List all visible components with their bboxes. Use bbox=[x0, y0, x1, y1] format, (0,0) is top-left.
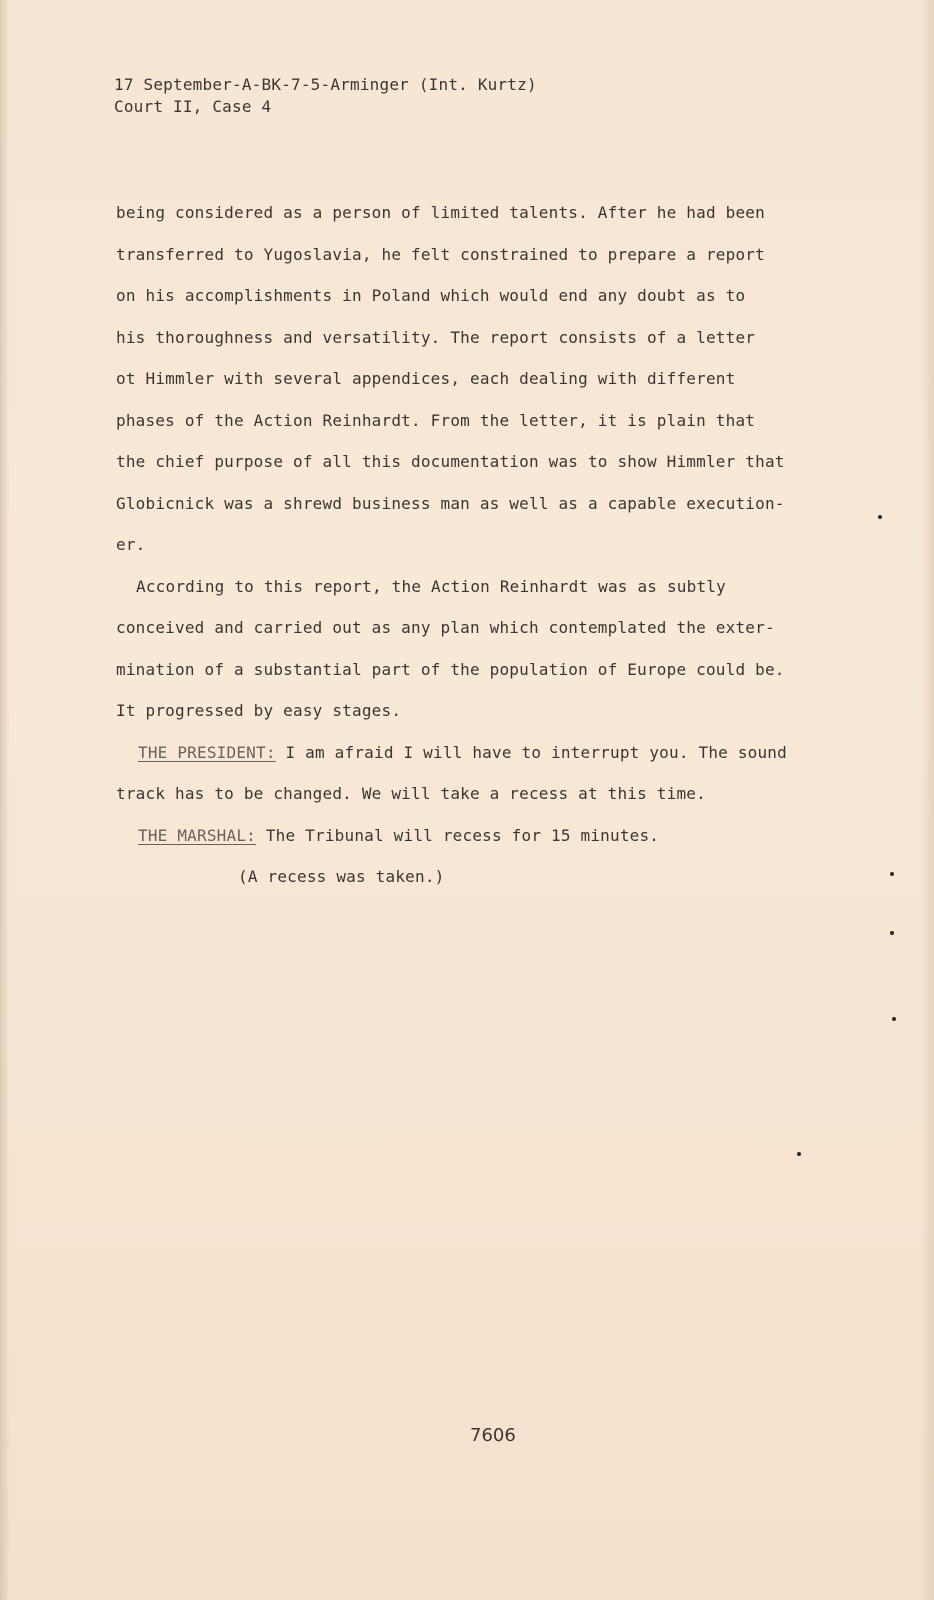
transcript-body bbox=[116, 192, 836, 898]
speck-3 bbox=[890, 931, 894, 935]
body-line: mination of a substantial part of the population of Europe could be. bbox=[116, 659, 785, 679]
body-line: er. bbox=[116, 535, 146, 554]
body-line: conceived and carried out as any plan which contemplated the exter- bbox=[116, 618, 775, 637]
speaker-president: THE PRESIDENT: bbox=[138, 742, 276, 762]
body-line: transferred to Yugoslavia, he felt constrained to prepare a report bbox=[116, 244, 765, 264]
president-statement bbox=[116, 732, 836, 774]
speck-4 bbox=[892, 1017, 896, 1021]
page-number: 7606 bbox=[470, 1425, 516, 1446]
page-right-edge-shadow bbox=[920, 0, 934, 1600]
body-line: According to this report, the Action Reinhardt was as subtly bbox=[136, 576, 726, 596]
president-statement-continued: track has to be changed. We will take a recess at this time. bbox=[116, 784, 706, 803]
marshal-text: The Tribunal will recess for 15 minutes. bbox=[256, 825, 660, 845]
body-line: his thoroughness and versatility. The report consists of a letter bbox=[116, 327, 756, 347]
body-line: the chief purpose of all this documentation was to show Himmler that bbox=[116, 452, 785, 471]
header-line-date: 17 September-A-BK-7-5-Arminger (Int. Kurtz) bbox=[114, 75, 537, 94]
body-line: being considered as a person of limited talents. After he had been bbox=[116, 203, 765, 222]
speck-1 bbox=[878, 515, 882, 519]
document-header bbox=[114, 74, 537, 118]
body-line: on his accomplishments in Poland which would end any doubt as to bbox=[116, 286, 746, 305]
page-left-edge-shadow bbox=[0, 0, 10, 1600]
body-line: It progressed by easy stages. bbox=[116, 701, 402, 720]
speck-2 bbox=[890, 872, 894, 876]
body-line: ot Himmler with several appendices, each dealing with different bbox=[116, 369, 736, 388]
body-line: phases of the Action Reinhardt. From the letter, it is plain that bbox=[116, 410, 756, 430]
body-line: Globicnick was a shrewd business man as well as a capable execution- bbox=[116, 493, 785, 513]
speaker-marshal: THE MARSHAL: bbox=[138, 825, 256, 845]
marshal-statement bbox=[116, 815, 836, 857]
speck-5 bbox=[797, 1152, 801, 1156]
header-line-court: Court II, Case 4 bbox=[114, 97, 272, 116]
recess-note: (A recess was taken.) bbox=[238, 867, 445, 886]
president-text: I am afraid I will have to interrupt you. The sound bbox=[275, 742, 787, 762]
